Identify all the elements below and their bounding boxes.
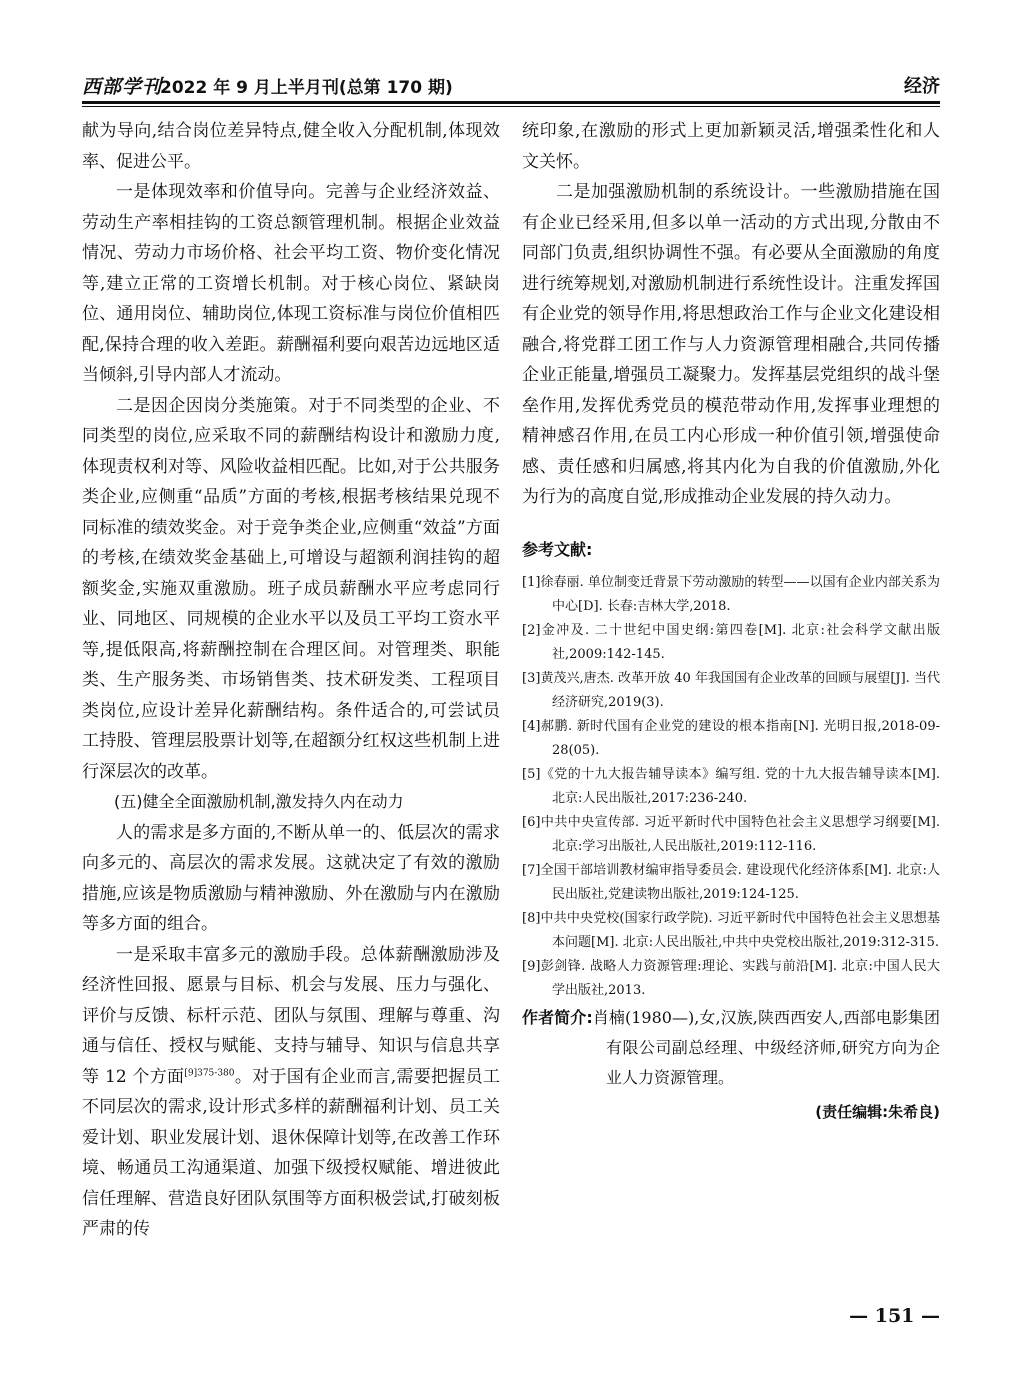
author-bio-text: 肖楠(1980—),女,汉族,陕西西安人,西部电影集团有限公司副总经理、中级经济师,研究方向为企业人力资源管理。 — [592, 1008, 940, 1087]
paragraph: 献为导向,结合岗位差异特点,健全收入分配机制,体现效率、促进公平。 — [82, 121, 500, 172]
right-column — [522, 116, 940, 1128]
citation-superscript: [9]375-380 — [184, 1067, 235, 1078]
section-name: 经济 — [904, 76, 940, 97]
paragraph: 二是加强激励机制的系统设计。一些激励措施在国有企业已经采用,但多以单一活动的方式出现,分散由不同部门负责,组织协调性不强。有必要从全面激励的角度进行统筹规划,对激励机制进行系统性设计。注重发挥国有企业党的领导作用,将思想政治工作与企业文化建设相融合,将党群工团工作与人力资源管理相融合,共同传播企业正能量,增强员工凝聚力。发挥基层党组织的战斗堡垒作用,发挥优秀党员的模范带动作用,发挥事业理想的精神感召作用,在员工内心形成一种价值引领,增强使命感、责任感和归属感,将其内化为自我的价值激励,外化为行为的高度自觉,形成推动企业发展的持久动力。 — [522, 182, 940, 507]
reference-list — [522, 571, 940, 1003]
paragraph: 人的需求是多方面的,不断从单一的、低层次的需求向多元的、高层次的需求发展。这就决定了有效的激励措施,应该是物质激励与精神激励、外在激励与内在激励等多方面的组合。 — [82, 822, 500, 934]
section-subheading: (五)健全全面激励机制,激发持久内在动力 — [114, 792, 404, 811]
paragraph: 统印象,在激励的形式上更加新颖灵活,增强柔性化和人文关怀。 — [522, 121, 940, 172]
page-number: — 151 — — [849, 1305, 940, 1327]
journal-issue: 2022 年 9 月上半月刊(总第 170 期) — [160, 78, 453, 98]
reference-item: [9]彭剑锋. 战略人力资源管理:理论、实践与前沿[M]. 北京:中国人民大学出版社,2013. — [522, 959, 940, 998]
reference-item: [7]全国干部培训教材编审指导委员会. 建设现代化经济体系[M]. 北京:人民出版社,党建读物出版社,2019:124-125. — [522, 863, 940, 902]
header-rule-thin — [82, 106, 940, 107]
running-header — [82, 68, 940, 102]
left-column — [82, 116, 500, 1245]
paragraph: 二是因企因岗分类施策。对于不同类型的企业、不同类型的岗位,应采取不同的薪酬结构设计和激励力度,体现责权利对等、风险收益相匹配。比如,对于公共服务类企业,应侧重“品质”方面的考核,根据考核结果兑现不同标准的绩效奖金。对于竞争类企业,应侧重“效益”方面的考核,在绩效奖金基础上,可增设与超额利润挂钩的超额奖金,实施双重激励。班子成员薪酬水平应考虑同行业、同地区、同规模的企业水平以及员工平均工资水平等,提低限高,将薪酬控制在合理区间。对管理类、职能类、生产服务类、市场销售类、技术研发类、工程项目类岗位,应设计差异化薪酬结构。条件适合的,可尝试员工持股、管理层股票计划等,在超额分红权这些机制上进行深层次的改革。 — [82, 395, 500, 782]
author-bio — [522, 1003, 940, 1093]
reference-item: [5]《党的十九大报告辅导读本》编写组. 党的十九大报告辅导读本[M]. 北京:人民出版社,2017:236-240. — [522, 767, 940, 806]
responsible-editor: (责任编辑:朱希良) — [815, 1103, 940, 1121]
references-title: 参考文献: — [522, 539, 593, 559]
author-bio-label: 作者简介: — [522, 1008, 593, 1027]
reference-item: [3]黄茂兴,唐杰. 改革开放 40 年我国国有企业改革的回顾与展望[J]. 当代经济研究,2019(3). — [522, 671, 940, 710]
header-rule — [82, 101, 940, 104]
reference-item: [2]金冲及. 二十世纪中国史纲:第四卷[M]. 北京:社会科学文献出版社,2009:142-145. — [522, 623, 940, 662]
paragraph-text: 一是采取丰富多元的激励手段。总体薪酬激励涉及经济性回报、愿景与目标、机会与发展、压力与强化、评价与反馈、标杆示范、团队与氛围、理解与尊重、沟通与信任、授权与赋能、支持与辅导、知识与信息共享等 12 个方面 — [82, 944, 500, 1087]
reference-item: [1]徐春丽. 单位制变迁背景下劳动激励的转型——以国有企业内部关系为中心[D]. 长春:吉林大学,2018. — [522, 575, 940, 614]
paragraph-text: 。对于国有企业而言,需要把握员工不同层次的需求,设计形式多样的薪酬福利计划、员工关爱计划、职业发展计划、退休保障计划等,在改善工作环境、畅通员工沟通渠道、加强下级授权赋能、增进彼此信任理解、营造良好团队氛围等方面积极尝试,打破刻板严肃的传 — [82, 1066, 500, 1239]
reference-item: [6]中共中央宣传部. 习近平新时代中国特色社会主义思想学习纲要[M]. 北京:学习出版社,人民出版社,2019:112-116. — [522, 815, 940, 854]
reference-item: [8]中共中央党校(国家行政学院). 习近平新时代中国特色社会主义思想基本问题[M]. 北京:人民出版社,中共中央党校出版社,2019:312-315. — [522, 911, 940, 950]
reference-item: [4]郝鹏. 新时代国有企业党的建设的根本指南[N]. 光明日报,2018-09-28(05). — [522, 719, 940, 758]
journal-logo: 西部学刊 — [82, 76, 163, 98]
paragraph: 一是体现效率和价值导向。完善与企业经济效益、劳动生产率相挂钩的工资总额管理机制。根据企业效益情况、劳动力市场价格、社会平均工资、物价变化情况等,建立正常的工资增长机制。对于核心岗位、紧缺岗位、通用岗位、辅助岗位,体现工资标准与岗位价值相匹配,保持合理的收入差距。薪酬福利要向艰苦边远地区适当倾斜,引导内部人才流动。 — [82, 182, 500, 385]
paragraph — [82, 940, 500, 1245]
